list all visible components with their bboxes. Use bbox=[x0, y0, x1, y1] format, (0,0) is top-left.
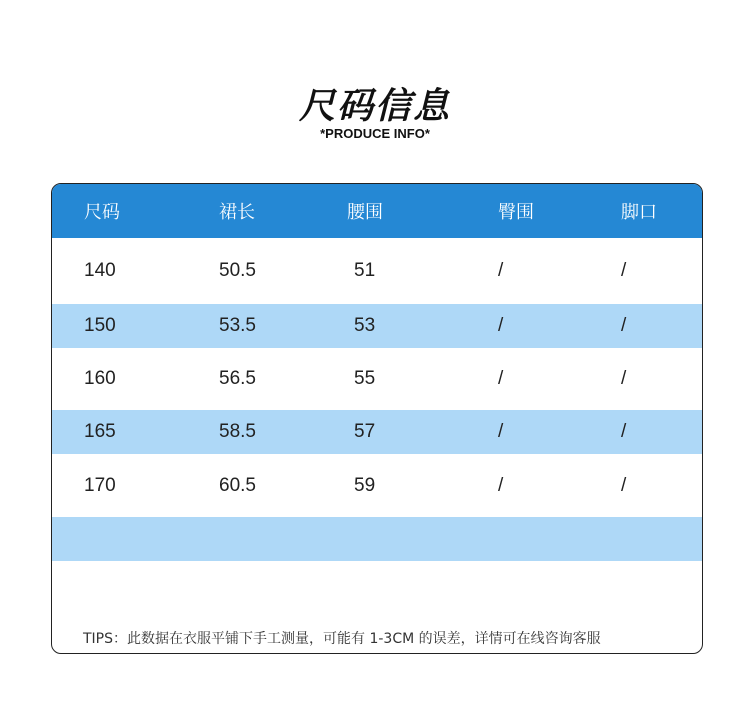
table-cell: / bbox=[498, 368, 504, 389]
table-cell: 60.5 bbox=[219, 474, 256, 496]
table-cell: / bbox=[498, 474, 504, 496]
table-cell: 53.5 bbox=[219, 315, 256, 336]
table-row bbox=[52, 348, 702, 410]
table-cell: / bbox=[621, 421, 627, 442]
header-hem: 脚口 bbox=[621, 202, 657, 223]
table-cell: / bbox=[498, 421, 504, 442]
tips-note: TIPS：此数据在衣服平铺下手工测量，可能有 1-3CM 的误差，详情可在线咨询客服 bbox=[83, 631, 601, 647]
table-cell: 58.5 bbox=[219, 421, 256, 442]
table-cell: 57 bbox=[354, 421, 376, 442]
table-cell: 56.5 bbox=[219, 368, 256, 389]
table-cell: 50.5 bbox=[219, 260, 256, 281]
header-waist: 腰围 bbox=[347, 202, 383, 223]
empty-stripe-row bbox=[52, 517, 702, 561]
table-cell: 55 bbox=[354, 368, 376, 389]
page-subtitle: *PRODUCE INFO* bbox=[320, 126, 430, 141]
table-cell: / bbox=[621, 474, 627, 496]
table-row bbox=[52, 238, 702, 304]
table-row bbox=[52, 410, 702, 454]
table-cell: / bbox=[498, 260, 504, 281]
table-cell: 170 bbox=[84, 474, 116, 496]
table-cell: 51 bbox=[354, 260, 376, 281]
page-title: 尺码信息 bbox=[298, 86, 451, 127]
header-size: 尺码 bbox=[84, 202, 120, 223]
table-cell: 165 bbox=[84, 421, 116, 442]
header-hip: 臀围 bbox=[498, 202, 534, 223]
table-cell: / bbox=[621, 260, 627, 281]
table-header-row bbox=[52, 184, 702, 238]
table-cell: / bbox=[498, 315, 504, 336]
table-row bbox=[52, 454, 702, 517]
size-table bbox=[51, 183, 703, 654]
table-cell: 150 bbox=[84, 315, 116, 336]
table-row bbox=[52, 304, 702, 348]
table-cell: 59 bbox=[354, 474, 376, 496]
table-cell: / bbox=[621, 368, 627, 389]
header-skirt-length: 裙长 bbox=[219, 202, 255, 223]
table-cell: 160 bbox=[84, 368, 116, 389]
table-cell: 140 bbox=[84, 260, 116, 281]
table-cell: 53 bbox=[354, 315, 376, 336]
table-cell: / bbox=[621, 315, 627, 336]
